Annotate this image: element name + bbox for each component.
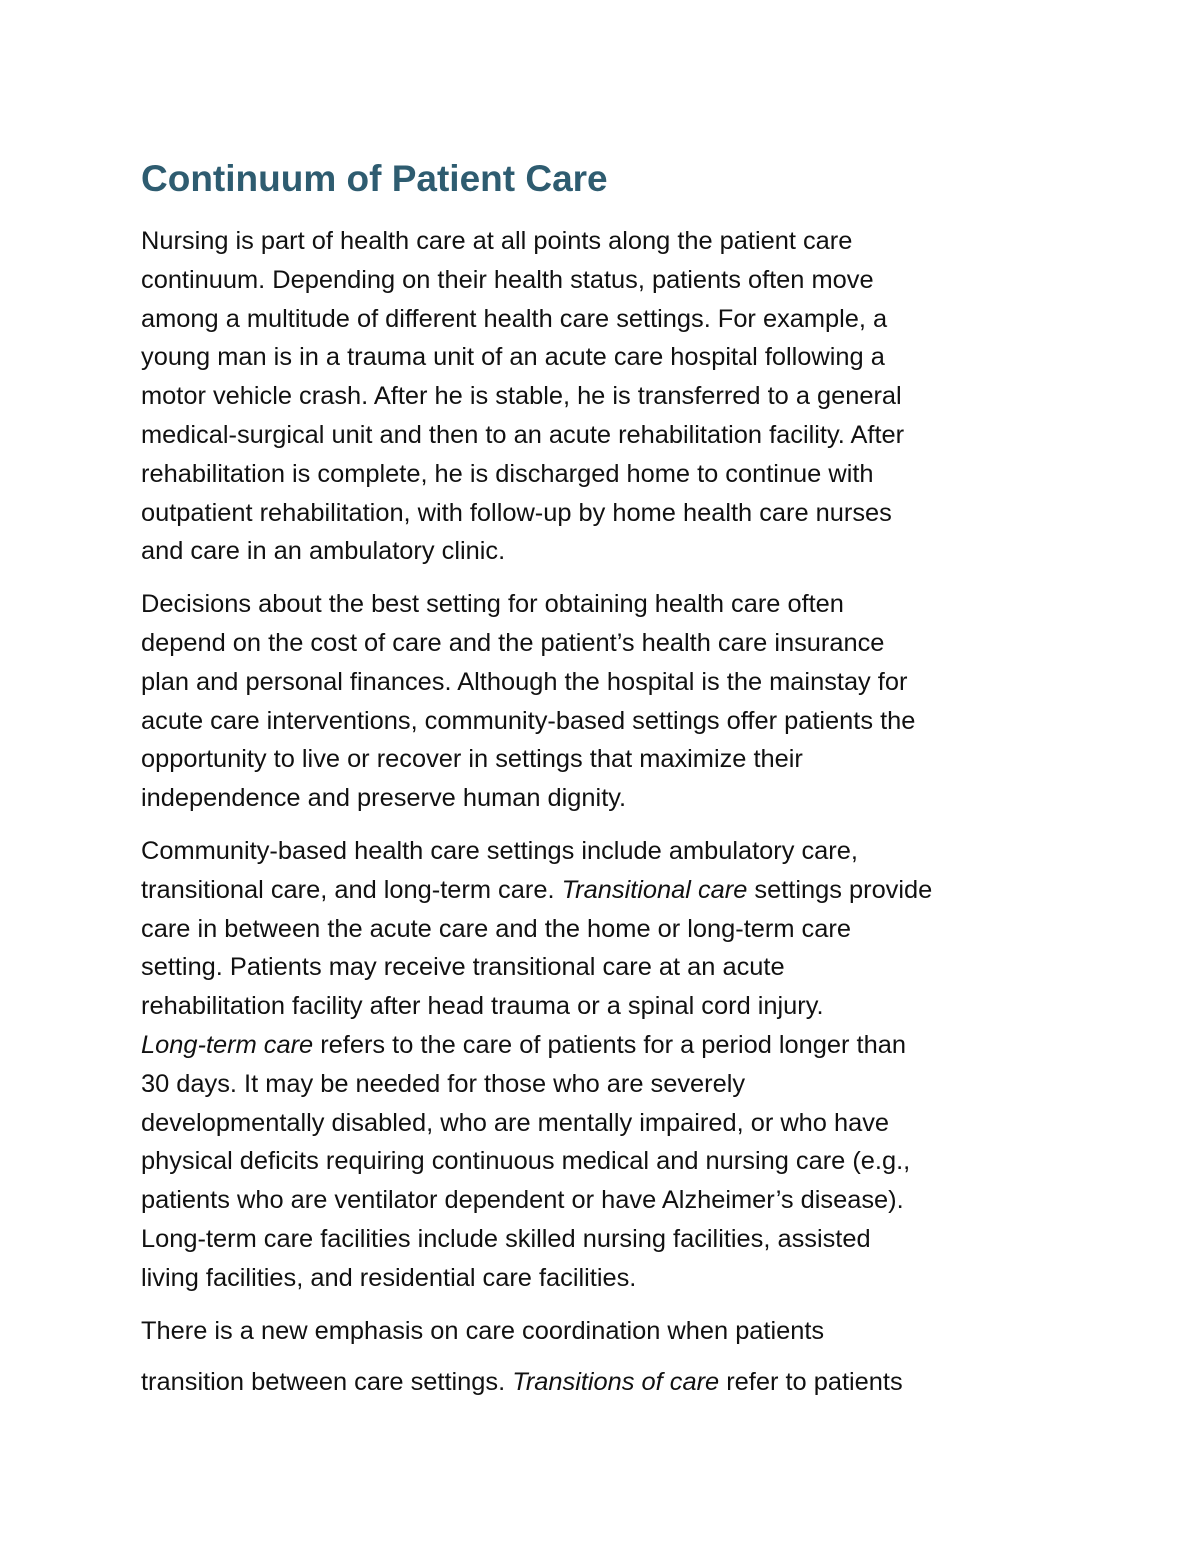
text-line: 30 days. It may be needed for those who are severely [141,1069,746,1098]
text-line: Decisions about the best setting for obtaining health care often [141,590,844,619]
italic-term: Transitions of care [512,1368,720,1397]
text-line: young man is in a trauma unit of an acute care hospital following a [141,343,885,372]
text-line: physical deficits requiring continuous medical and nursing care (e.g., [141,1147,911,1176]
text-line: and care in an ambulatory clinic. [141,537,506,566]
text-line: patients who are ventilator dependent or have Alzheimer’s disease). [141,1186,904,1215]
document-content [141,156,1071,1402]
text-line: There is a new emphasis on care coordination when patients [141,1316,825,1345]
text-line: Long-term care refers to the care of patients for a period longer than [141,1030,906,1059]
paragraph-community [141,832,1071,1298]
text-line: opportunity to live or recover in settings that maximize their [141,745,803,774]
text-line: transitional care, and long-term care. Transitional care settings provide [141,875,933,904]
text-line: care in between the acute care and the home or long-term care [141,914,851,943]
text-line: among a multitude of different health care settings. For example, a [141,304,888,333]
text-line: acute care interventions, community-based settings offer patients the [141,706,916,735]
paragraph-continuum [141,222,1071,571]
text-line: setting. Patients may receive transitional care at an acute [141,953,785,982]
italic-term: Transitional care [561,875,748,904]
italic-term: Long-term care [141,1030,314,1059]
document-title: Continuum of Patient Care [141,158,608,199]
text-line: medical-surgical unit and then to an acute rehabilitation facility. After [141,420,905,449]
text-line: independence and preserve human dignity. [141,784,627,813]
text-line: outpatient rehabilitation, with follow-up by home health care nurses [141,498,892,527]
text-line: developmentally disabled, who are mentally impaired, or who have [141,1108,890,1137]
text-line: Nursing is part of health care at all points along the patient care [141,227,853,255]
text-line: plan and personal finances. Although the hospital is the mainstay for [141,667,908,696]
text-line: depend on the cost of care and the patient’s health care insurance [141,628,885,657]
paragraph-decisions [141,585,1071,818]
text-line: Long-term care facilities include skilled nursing facilities, assisted [141,1224,871,1253]
text-line: rehabilitation facility after head trauma or a spinal cord injury. [141,992,824,1021]
text-line: living facilities, and residential care facilities. [141,1263,637,1292]
text-line: continuum. Depending on their health status, patients often move [141,265,874,294]
text-line: Community-based health care settings include ambulatory care, [141,836,858,865]
text-line: transition between care settings. Transitions of care refer to patients [141,1368,903,1397]
text-line: motor vehicle crash. After he is stable, he is transferred to a general [141,382,902,411]
text-line: rehabilitation is complete, he is discharged home to continue with [141,459,874,488]
paragraph-coordination [141,1312,1071,1403]
